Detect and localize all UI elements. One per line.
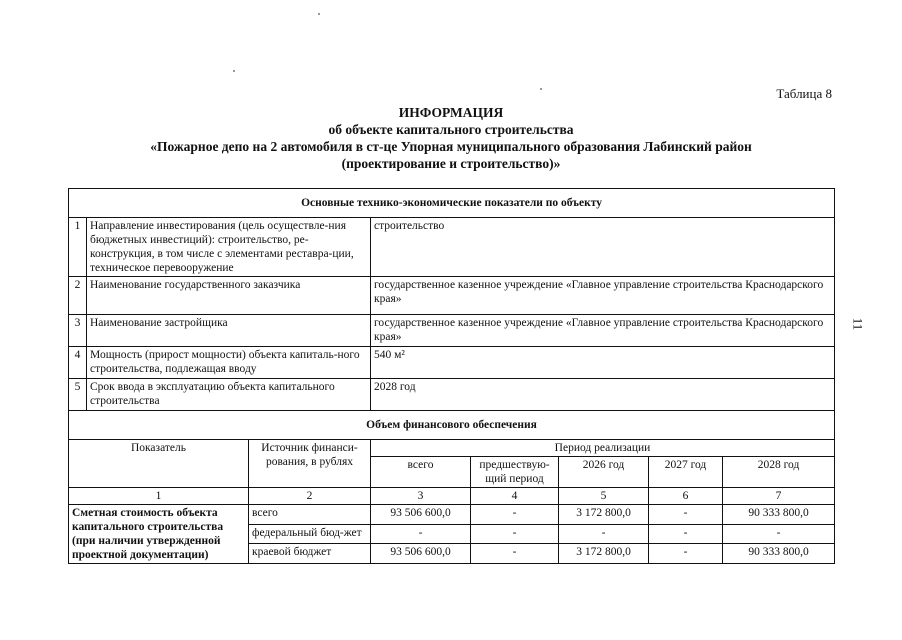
column-number: 1 (69, 488, 249, 505)
scan-speck (540, 88, 542, 90)
total-value: - (371, 524, 471, 544)
row-label: Мощность (прирост мощности) объекта капиталь-ного строительства, подлежащая вводу (87, 347, 371, 379)
column-number: 3 (371, 488, 471, 505)
indicator-name: Сметная стоимость объекта капитального строительства (при наличии утвержденной проектной документации) (69, 505, 249, 564)
row-value: строительство (371, 218, 835, 277)
section-1-title: Основные технико-экономические показатели по объекту (69, 189, 835, 218)
total-header: всего (371, 457, 471, 488)
table-row (69, 218, 835, 277)
row-label: Срок ввода в эксплуатацию объекта капитального строительства (87, 379, 371, 411)
info-table (68, 188, 835, 564)
row-number: 4 (69, 347, 87, 379)
year-2027-value: - (649, 524, 723, 544)
column-numbers-row (69, 488, 835, 505)
year-2028-header: 2028 год (723, 457, 835, 488)
title-line-2: об объекте капитального строительства (328, 122, 574, 137)
previous-value: - (471, 524, 559, 544)
row-number: 3 (69, 315, 87, 347)
title-line-4: (проектирование и строительство)» (341, 156, 561, 171)
table-row (69, 347, 835, 379)
row-label: Направление инвестирования (цель осуществле-ния бюджетных инвестиций): строительство, ре-конструкция, в том числе с элементами реставра-ции, техническое перевооружение (87, 218, 371, 277)
year-2027-value: - (649, 505, 723, 525)
source-name: федеральный бюд-жет (249, 524, 371, 544)
financing-header-row (69, 440, 835, 457)
row-value: 540 м² (371, 347, 835, 379)
row-number: 2 (69, 277, 87, 315)
row-label: Наименование государственного заказчика (87, 277, 371, 315)
year-2028-value: 90 333 800,0 (723, 544, 835, 564)
source-name: краевой бюджет (249, 544, 371, 564)
year-2028-value: 90 333 800,0 (723, 505, 835, 525)
year-2026-header: 2026 год (559, 457, 649, 488)
table-number: Таблица 8 (776, 86, 832, 101)
scan-speck (318, 13, 320, 15)
section-1-header-row (69, 189, 835, 218)
row-value: государственное казенное учреждение «Главное управление строительства Краснодарского края» (371, 277, 835, 315)
table-row (69, 277, 835, 315)
document-title: ИНФОРМАЦИЯ (398, 105, 504, 120)
scan-speck (233, 70, 235, 72)
indicator-header: Показатель (69, 440, 249, 488)
table-row (69, 379, 835, 411)
period-header: Период реализации (371, 440, 835, 457)
section-2-header-row (69, 411, 835, 440)
previous-value: - (471, 505, 559, 525)
page-number: 11 (850, 317, 866, 331)
previous-value: - (471, 544, 559, 564)
total-value: 93 506 600,0 (371, 544, 471, 564)
column-number: 6 (649, 488, 723, 505)
year-2027-header: 2027 год (649, 457, 723, 488)
year-2026-value: 3 172 800,0 (559, 505, 649, 525)
year-2026-value: 3 172 800,0 (559, 544, 649, 564)
row-label: Наименование застройщика (87, 315, 371, 347)
year-2028-value: - (723, 524, 835, 544)
column-number: 4 (471, 488, 559, 505)
source-header: Источник финанси-рования, в рублях (249, 440, 371, 488)
year-2027-value: - (649, 544, 723, 564)
table-row (69, 315, 835, 347)
row-value: государственное казенное учреждение «Главное управление строительства Краснодарского края» (371, 315, 835, 347)
row-number: 1 (69, 218, 87, 277)
financing-row (69, 505, 835, 525)
column-number: 7 (723, 488, 835, 505)
column-number: 2 (249, 488, 371, 505)
year-2026-value: - (559, 524, 649, 544)
title-line-3: «Пожарное депо на 2 автомобиля в ст-це Упорная муниципального образования Лабинский район (150, 139, 752, 154)
section-2-title: Объем финансового обеспечения (69, 411, 835, 440)
total-value: 93 506 600,0 (371, 505, 471, 525)
row-number: 5 (69, 379, 87, 411)
row-value: 2028 год (371, 379, 835, 411)
source-name: всего (249, 505, 371, 525)
column-number: 5 (559, 488, 649, 505)
previous-period-header: предшествую-щий период (471, 457, 559, 488)
